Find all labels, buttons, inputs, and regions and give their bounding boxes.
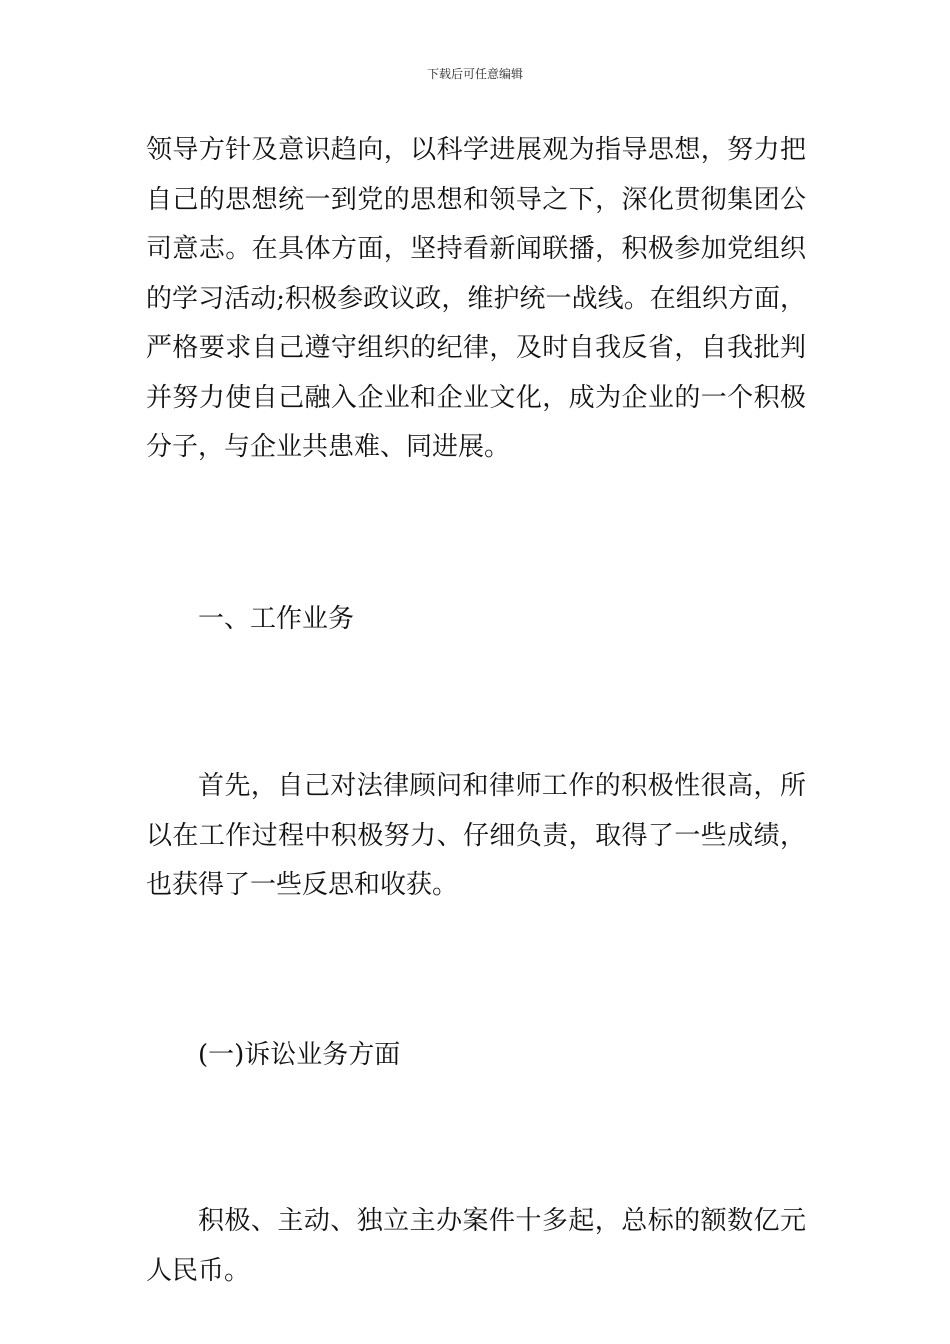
- document-body: [146, 126, 806, 1296]
- page-header: 下载后可任意编辑: [426, 67, 523, 81]
- subsection-heading-litigation: (一)诉讼业务方面: [198, 1039, 401, 1070]
- body-paragraph-3: 积极、主动、独立主办案件十多起，总标的额数亿元人民币。: [146, 1206, 806, 1286]
- section-heading-work: 一、工作业务: [198, 603, 355, 634]
- body-paragraph-1: 领导方针及意识趋向，以科学进展观为指导思想，努力把自己的思想统一到党的思想和领导之下，深化贯彻集团公司意志。在具体方面，坚持看新闻联播，积极参加党组织的学习活动;积极参政议政，维护统一战线。在组织方面，严格要求自己遵守组织的纪律，及时自我反省，自我批判并努力使自己融入企业和企业文化，成为企业的一个积极分子，与企业共患难、同进展。: [146, 135, 806, 462]
- body-paragraph-2: 首先，自己对法律顾问和律师工作的积极性很高，所以在工作过程中积极努力、仔细负责，取得了一些成绩，也获得了一些反思和收获。: [146, 771, 806, 900]
